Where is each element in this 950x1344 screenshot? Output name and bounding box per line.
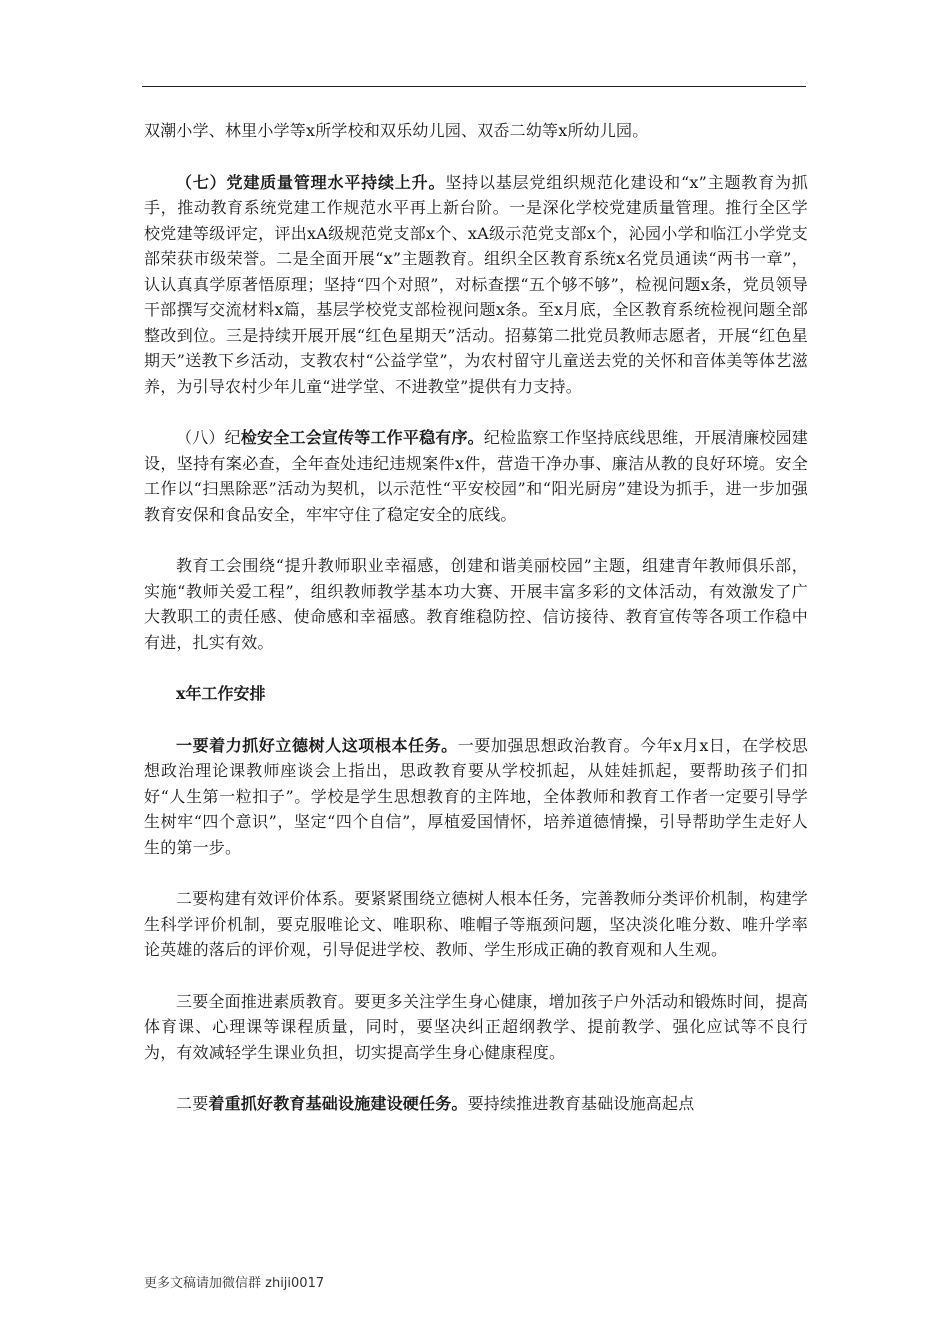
section-8-body: 纪检监察工作坚持底线思维，开展清廉校园建设，坚持有案必查，全年查处违纪违规案件x件，营造干净办事、廉洁从教的良好环境。安全工作以“扫黑除恶”活动为契机，以示范性“平安校园”和“阳光厨房”建设为抓手，进一步加强教育安保和食品安全，牢牢守住了稳定安全的底线。 xyxy=(144,428,808,524)
paragraph-section-8 xyxy=(144,425,808,527)
paragraph-union-text: 教育工会围绕“提升教师职业幸福感，创建和谐美丽校园”主题，组建青年教师俱乐部，实施“教师关爱工程”，组织教师教学基本功大赛、开展丰富多彩的文体活动，有效激发了广大教职工的责任感、使命感和幸福感。教育维稳防控、信访接待、教育宣传等各项工作稳中有进，扎实有效。 xyxy=(144,556,808,652)
paragraph-plan-1 xyxy=(144,733,808,861)
section-8-prefix: （八）纪 xyxy=(176,428,241,447)
plan-3-text: 三要全面推进素质教育。要更多关注学生身心健康，增加孩子户外活动和锻炼时间，提高体育课、心理课等课程质量，同时，要坚决纠正超纲教学、提前教学、强化应试等不良行为，有效减轻学生课业负担，切实提高学生身心健康程度。 xyxy=(144,991,808,1062)
plan-1-body: 一要加强思想政治教育。今年x月x日，在学校思想政治理论课教师座谈会上指出，思政教育要从学校抓起，从娃娃抓起，要帮助孩子们扣好“人生第一粒扣子”。学校是学生思想教育的主阵地，全体教师和教育工作者一定要引导学生树牢“四个意识”，坚定“四个自信”，厚植爱国情怀，培养道德情操，引导帮助学生走好人生的第一步。 xyxy=(144,735,808,857)
plan-4-lead: 着重抓好教育基础设施建设硬任务。 xyxy=(208,1094,468,1113)
paragraph-intro xyxy=(144,118,808,144)
heading-work-plan-text: x年工作安排 xyxy=(176,684,266,703)
paragraph-union xyxy=(144,553,808,655)
section-7-body: 坚持以基层党组织规范化建设和“x”主题教育为抓手，推动教育系统党建工作规范水平再上新台阶。一是深化学校党建质量管理。推行全区学校党建等级评定，评出xA级规范党支部x个、xA级示范党支部x个，沁园小学和临江小学党支部荣获市级荣誉。二是全面开展“x”主题教育。组织全区教育系统x名党员通读“两书一章”，认认真真学原著悟原理；坚持“四个对照”，对标查摆“五个够不够”，检视问题x条，党员领导干部撰写交流材料x篇，基层学校党支部检视问题x条。至x月底，全区教育系统检视问题全部整改到位。三是持续开展开展“红色星期天”活动。招募第二批党员教师志愿者，开展“红色星期天”送教下乡活动，支教农村“公益学堂”，为农村留守儿童送去党的关怀和音体美等体艺滋养，为引导农村少年儿童“进学堂、不进教堂”提供有力支持。 xyxy=(144,172,809,396)
plan-1-lead: 一要着力抓好立德树人这项根本任务。 xyxy=(176,735,458,755)
section-7-lead: （七）党建质量管理水平持续上升。 xyxy=(176,172,446,192)
paragraph-section-7 xyxy=(144,170,808,400)
document-body xyxy=(144,118,808,1143)
paragraph-plan-2 xyxy=(144,886,808,963)
plan-4-body: 要持续推进教育基础设施高起点 xyxy=(467,1094,695,1113)
header-rule xyxy=(142,86,806,87)
paragraph-plan-3 xyxy=(144,989,808,1066)
section-8-lead: 检安全工会宣传等工作平稳有序。 xyxy=(240,428,484,447)
footer-note: 更多文稿请加微信群 zhiji0017 xyxy=(144,1276,325,1291)
paragraph-plan-4 xyxy=(144,1091,808,1117)
plan-2-text: 二要构建有效评价体系。要紧紧围绕立德树人根本任务，完善教师分类评价机制，构建学生科学评价机制，要克服唯论文、唯职称、唯帽子等瓶颈问题，坚决淡化唯分数、唯升学率论英雄的落后的评价观，引导促进学校、教师、学生形成正确的教育观和人生观。 xyxy=(144,889,808,959)
heading-work-plan xyxy=(144,681,808,707)
plan-4-prefix: 二要 xyxy=(176,1094,209,1113)
paragraph-intro-text: 双潮小学、林里小学等x所学校和双乐幼儿园、双岙二幼等x所幼儿园。 xyxy=(144,121,649,140)
